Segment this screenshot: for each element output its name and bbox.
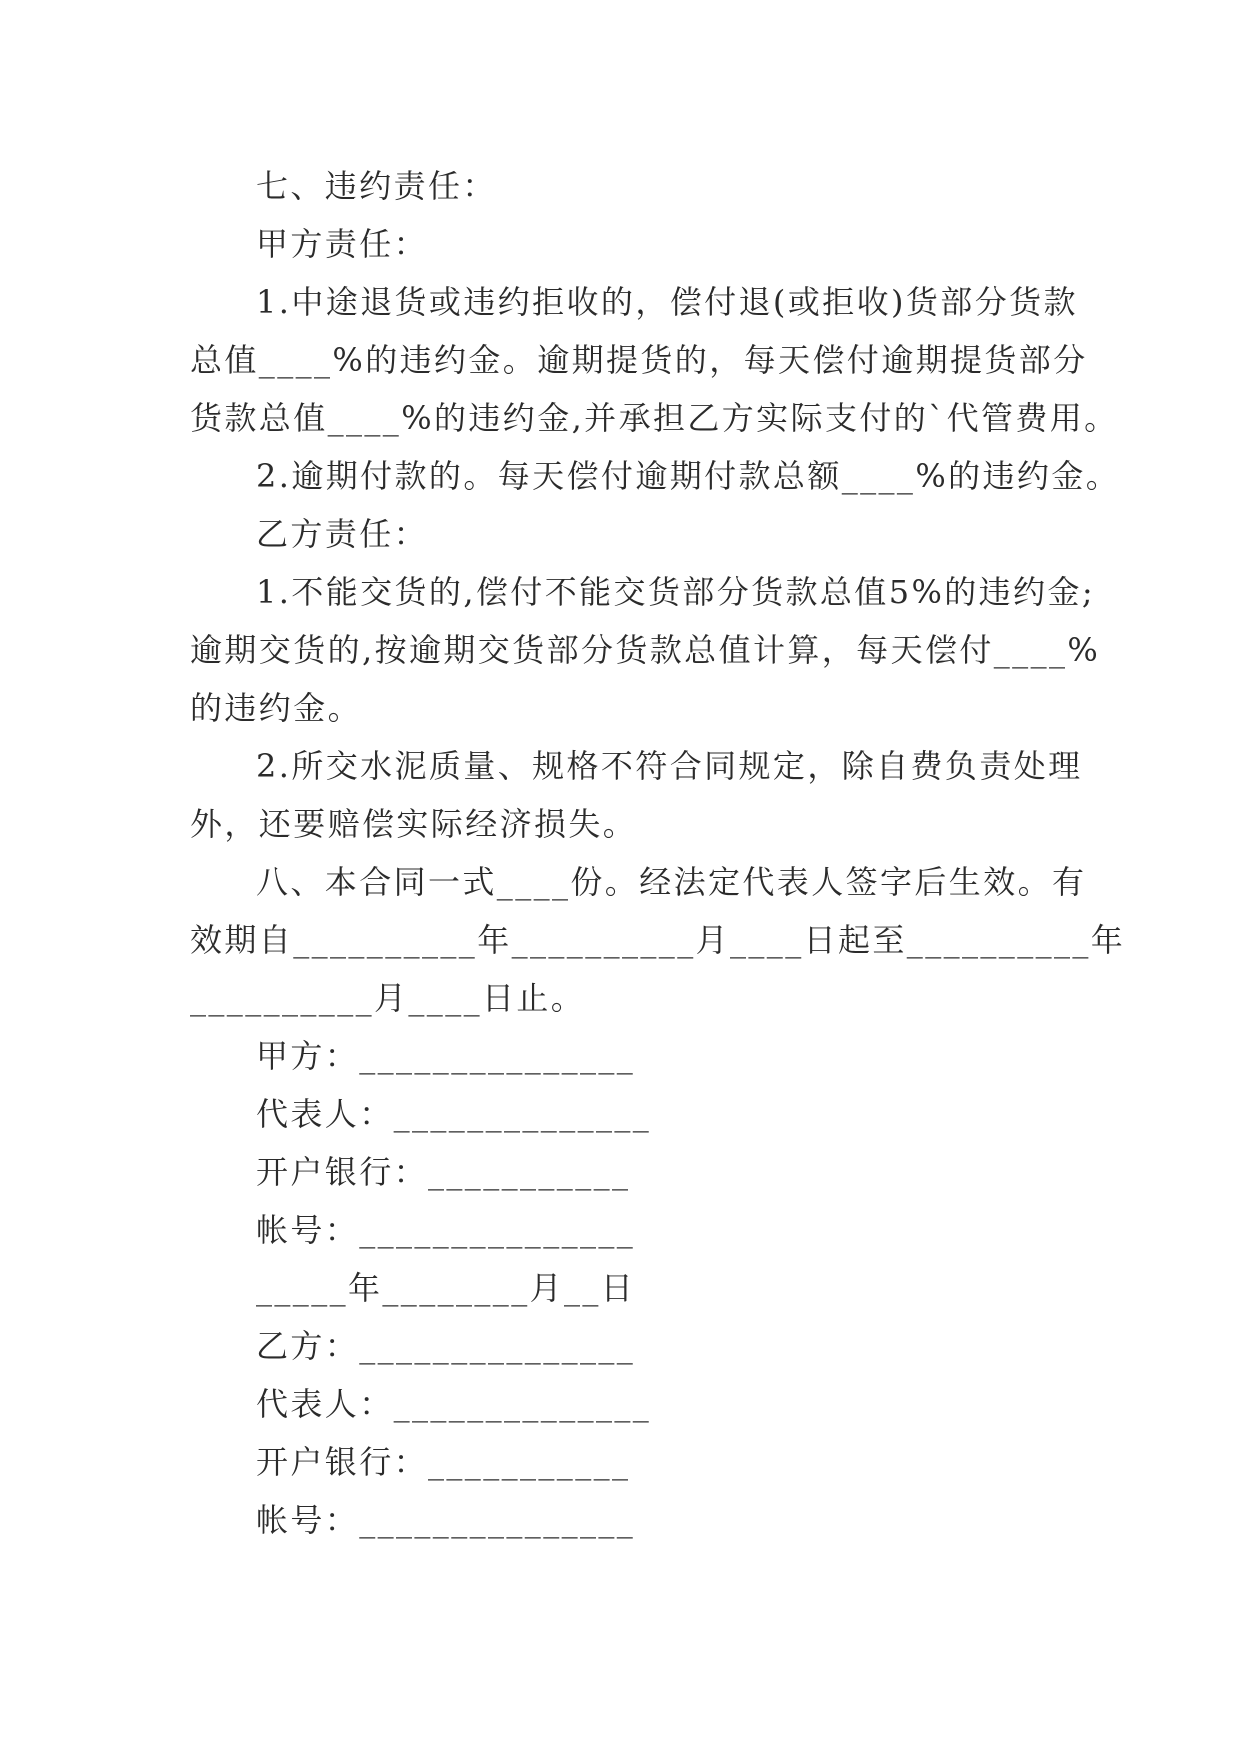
party-a-bank-field: 开户银行：___________ bbox=[256, 1153, 631, 1191]
section-8-cont: __________月____日止。 bbox=[190, 979, 586, 1017]
section-8-cont: 效期自__________年__________月____日起至__________年 bbox=[190, 921, 1126, 959]
party-a-representative-field: 代表人：______________ bbox=[256, 1095, 652, 1133]
party-b-clause-1: 1.不能交货的,偿付不能交货部分货款总值5%的违约金; bbox=[256, 573, 1096, 611]
party-b-representative-field: 代表人：______________ bbox=[256, 1385, 652, 1423]
party-a-liability-heading: 甲方责任： bbox=[256, 225, 429, 263]
party-b-clause-2-cont: 外，还要赔偿实际经济损失。 bbox=[190, 805, 638, 843]
party-b-liability-heading: 乙方责任： bbox=[256, 515, 429, 553]
section-8: 八、本合同一式____份。经法定代表人签字后生效。有 bbox=[256, 863, 1087, 901]
signing-date-field: _____年________月__日 bbox=[256, 1269, 636, 1307]
party-a-account-field: 帐号：_______________ bbox=[256, 1211, 636, 1249]
party-b-account-field: 帐号：_______________ bbox=[256, 1501, 636, 1539]
party-a-clause-1: 1.中途退货或违约拒收的，偿付退(或拒收)货部分货款 bbox=[256, 283, 1078, 321]
party-b-clause-2: 2.所交水泥质量、规格不符合同规定，除自费负责处理 bbox=[256, 747, 1083, 785]
party-a-clause-1-cont: 总值____%的违约金。逾期提货的，每天偿付逾期提货部分 bbox=[190, 341, 1088, 379]
section-7-heading: 七、违约责任： bbox=[256, 167, 497, 205]
party-a-clause-2: 2.逾期付款的。每天偿付逾期付款总额____%的违约金。 bbox=[256, 457, 1121, 495]
party-b-bank-field: 开户银行：___________ bbox=[256, 1443, 631, 1481]
party-a-sign-field: 甲方：_______________ bbox=[256, 1037, 636, 1075]
party-b-clause-1-cont: 的违约金。 bbox=[190, 689, 363, 727]
party-a-clause-1-cont: 货款总值____%的违约金,并承担乙方实际支付的`代管费用。 bbox=[190, 399, 1119, 437]
party-b-clause-1-cont: 逾期交货的,按逾期交货部分货款总值计算，每天偿付____% bbox=[190, 631, 1101, 669]
party-b-sign-field: 乙方：_______________ bbox=[256, 1327, 636, 1365]
